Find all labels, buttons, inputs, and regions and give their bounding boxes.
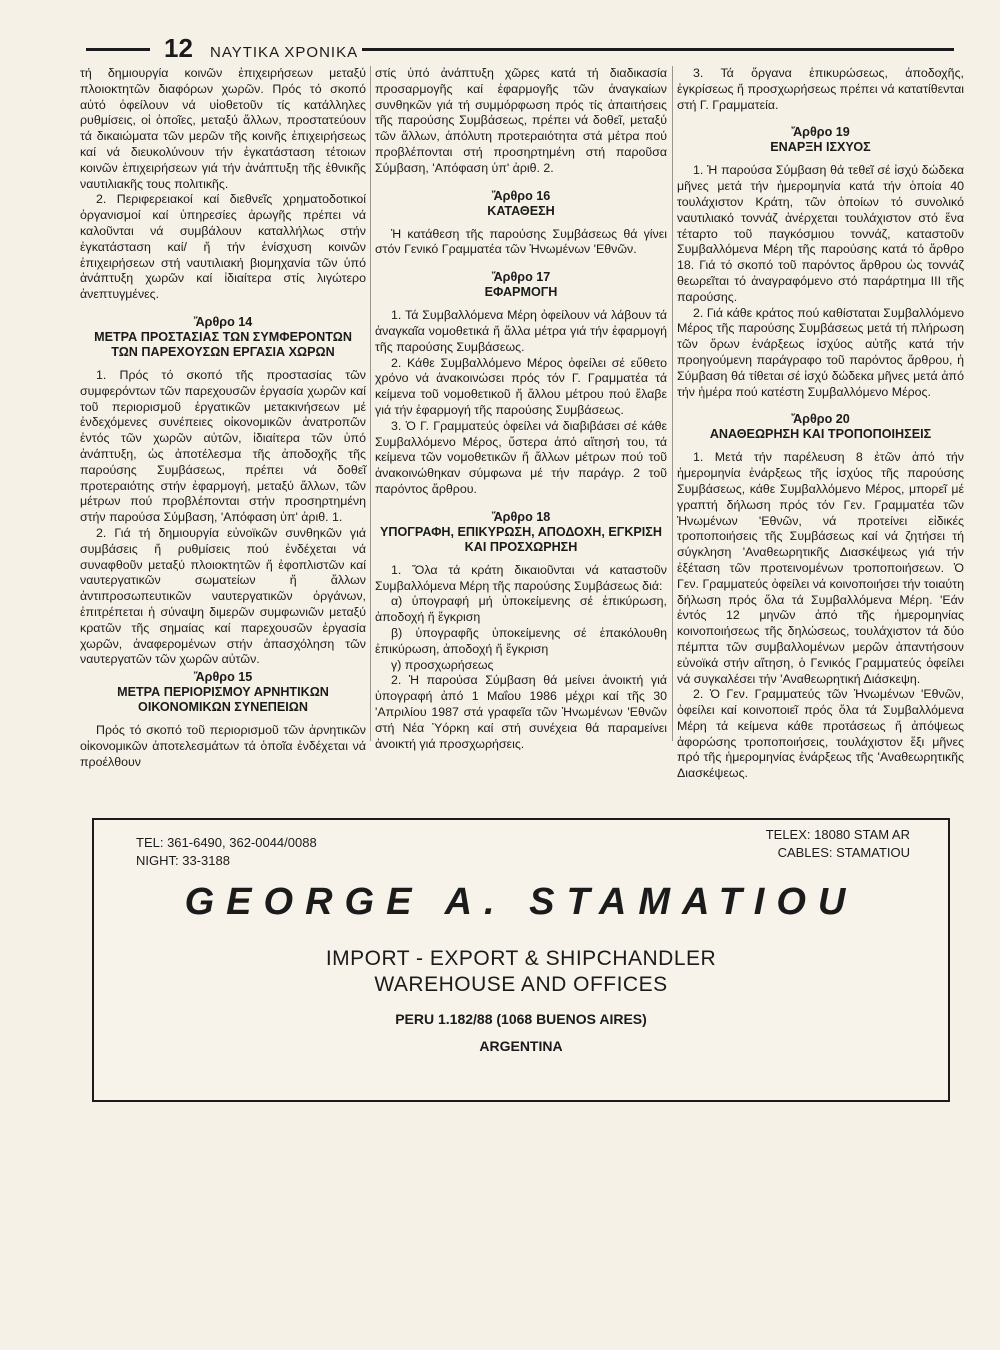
text-column-3	[677, 66, 964, 782]
paragraph: 1. Ἡ παρούσα Σύμβαση θά τεθεῖ σέ ἰσχύ δώδεκα μῆνες μετά τήν ἡμερομηνία κατά τήν ὁποία 40 τουλάχιστον Κράτη, τῶν ὁποίων τό συνολικό ναυτιλιακό τοννάζ ἀνέρχεται τουλάχιστον στό ἕνα τέταρτο τοῦ παγκόσμιου τοννάζ, καταστοῦν Συμβαλλόμενα Μέρη τῆς παρούσης κατά τό ἄρθρο 18. Γιά τό σκοπό τοῦ παρόντος ἄρθρου ὡς τοννάζ θεωρεῖται τό ἀναγραφόμενο στό παράρτημα III τῆς παρούσης.	[677, 163, 964, 304]
ad-contact-phones	[136, 834, 317, 870]
masthead-rule-right	[362, 48, 954, 51]
article-number: Ἄρθρο 15	[193, 670, 253, 685]
article-title: ΚΑΤΑΘΕΣΗ	[487, 203, 555, 218]
article-number: Ἄρθρο 17	[491, 270, 551, 285]
article-title: ΜΕΤΡΑ ΠΡΟΣΤΑΣΙΑΣ ΤΩΝ ΣΥΜΦΕΡΟΝΤΩΝ ΤΩΝ ΠΑΡΕΧΟΥΣΩΝ ΕΡΓΑΣΙΑ ΧΩΡΩΝ	[94, 329, 352, 359]
ad-company-name: GEORGE A. STAMATIOU	[184, 881, 858, 923]
masthead-rule-left	[86, 48, 150, 51]
paragraph: 1. Τά Συμβαλλόμενα Μέρη ὀφείλουν νά λάβουν τά ἀναγκαῖα νομοθετικά ἤ ἄλλα μέτρα γιά τήν ἐφαρμογή τῆς παρούσης Συμβάσεως.	[375, 308, 667, 354]
ad-cables: CABLES: STAMATIOU	[777, 845, 910, 860]
paragraph: Πρός τό σκοπό τοῦ περιορισμοῦ τῶν ἀρνητικῶν οἰκονομικῶν ἀποτελεσμάτων τά ὁποῖα ἐνδέχεται νά προέλθουν	[80, 723, 366, 769]
journal-title: ΝΑΥΤΙΚΑ ΧΡΟΝΙΚΑ	[210, 44, 359, 61]
text-column-1	[80, 66, 366, 770]
advertisement-box	[92, 818, 950, 1102]
article-18	[375, 510, 667, 753]
paragraph: 2. Ἡ παρούσα Σύμβαση θά μείνει ἀνοικτή γιά ὑπογραφή ἀπό 1 Μαΐου 1986 μέχρι καί τῆς 30 'Απριλίου 1987 στά γραφεῖα τῶν Ἡνωμένων 'Εθνῶν στή Νέα Ὑόρκη καί στή συνέχεια θά παραμείνει ἀνοικτή γιά προσχωρήσεις.	[375, 673, 667, 751]
paragraph: τή δημιουργία κοινῶν ἐπιχειρήσεων μεταξύ πλοιοκτητῶν διαφόρων χωρῶν. Πρός τό σκοπό αὐτό ὀφείλουν νά υἱοθετοῦν τίς κατάλληλες ρυθμίσεις, οἱ ὁποῖες, μεταξύ ἄλλων, προστατεύουν τά δικαιώματα τῶν μερῶν τῆς κοινῆς ἐπιχειρήσεως καί νά διευκολύνουν τήν ἐγκατάσταση τέτοιων κοινῶν ἐπιχειρήσεων γιά τήν ἀνάπτυξη τῆς ἐθνικῆς ναυτιλιακῆς τους πολιτικῆς.	[80, 66, 366, 191]
article-number: Ἄρθρο 16	[491, 188, 551, 203]
article-20	[677, 412, 964, 782]
paragraph: Ἡ κατάθεση τῆς παρούσης Συμβάσεως θά γίνει στόν Γενικό Γραμματέα τῶν Ἡνωμένων 'Εθνῶν.	[375, 226, 667, 257]
article-16	[375, 189, 667, 259]
text-column-2	[375, 66, 667, 752]
article-title: ΥΠΟΓΡΑΦΗ, ΕΠΙΚΥΡΩΣΗ, ΑΠΟΔΟΧΗ, ΕΓΚΡΙΣΗ ΚΑΙ ΠΡΟΣΧΩΡΗΣΗ	[380, 524, 662, 554]
article-title: ΕΝΑΡΞΗ ΙΣΧΥΟΣ	[770, 140, 871, 155]
column-divider	[370, 66, 371, 741]
paragraph: 1. Ὅλα τά κράτη δικαιοῦνται νά καταστοῦν Συμβαλλόμενα Μέρη τῆς παρούσης Συμβάσεως διά:	[375, 562, 667, 593]
page-number: 12	[164, 33, 193, 63]
article-title: ΜΕΤΡΑ ΠΕΡΙΟΡΙΣΜΟΥ ΑΡΝΗΤΙΚΩΝ ΟΙΚΟΝΟΜΙΚΩΝ ΣΥΝΕΠΕΙΩΝ	[117, 685, 329, 715]
ad-tel: TEL: 361-6490, 362-0044/0088	[136, 835, 317, 850]
ad-address: PERU 1.182/88 (1068 BUENOS AIRES)	[395, 1011, 647, 1027]
paragraph: 2. Κάθε Συμβαλλόμενο Μέρος ὀφείλει σέ εὔθετο χρόνο νά ἀνακοινώσει πρός τόν Γ. Γραμματέα τά κείμενα τοῦ νομοθετικοῦ ἤ ἄλλου μέτρου πού ἔλαβε γιά τήν ἐφαρμογή τῆς παρούσης Συμβάσεως.	[375, 355, 667, 417]
article-17	[375, 270, 667, 498]
paragraph: στίς ὑπό ἀνάπτυξη χῶρες κατά τή διαδικασία προσαρμογῆς καί ἐφαρμογῆς τῶν ἀναγκαίων συνθηκῶν γιά τή συμμόρφωση πρός τίς ἀπαιτήσεις τῆς παρούσης Συμβάσεως, πρέπει νά δοθεῖ, μεταξύ τῶν ἄλλων, ἀπόλυτη προτεραιότητα στά μέτρα πού προβλέπονται στή προσηρτημένη στή παροῦσα Σύμβαση, 'Απόφαση ὑπ' ἀριθ. 2.	[375, 66, 667, 175]
paragraph: 2. Γιά τή δημιουργία εὐνοϊκῶν συνθηκῶν γιά συμβάσεις ἤ ρυθμίσεις πού ἐνδέχεται νά συναφθοῦν μεταξύ πλοιοκτητῶν ἤ ἐφοπλιστῶν καί ναυτεργατικῶν σωματείων ἤ ἄλλων ἀντιπροσωπευτικῶν ναυτεργατικῶν ὀργάνων, ἐπιτρέπεται ἡ σύναψη διμερῶν συμφωνιῶν μεταξύ κρατῶν τῆς σημαίας καί παρεχουσῶν ἐργασία χωρῶν, ἀναφερομένων στήν ἀπασχόληση τῶν ναυτεργατῶν τῶν χωρῶν αὐτῶν.	[80, 525, 366, 667]
paragraph: 3. Τά ὄργανα ἐπικυρώσεως, ἀποδοχῆς, ἐγκρίσεως ἤ προσχωρήσεως πρέπει νά κατατίθενται στή Γ. Γραμματεία.	[677, 66, 964, 112]
list-item: α) ὑπογραφή μή ὑποκείμενης σέ ἐπικύρωση, ἀποδοχή ἤ ἔγκριση	[375, 594, 667, 625]
ad-night: NIGHT: 33-3188	[136, 853, 230, 868]
ad-contact-telex	[766, 826, 910, 862]
paragraph: 2. Ὁ Γεν. Γραμματεύς τῶν Ἡνωμένων 'Εθνῶν, ὀφείλει καί κοινοποιεῖ πρός ὅλα τά Συμβαλλόμενα Μέρη τά κείμενα κάθε προτάσεως ἤ ἀπόψεως ἀφορώσης τροποποιήσεις, τουλάχιστον ἕξι μῆνες πρό τῆς ἡμερομηνίας ἐνάρξεως τῆς 'Αναθεωρητικῆς Διασκέψεως.	[677, 687, 964, 781]
article-15	[80, 670, 366, 770]
paragraph: 1. Μετά τήν παρέλευση 8 ἐτῶν ἀπό τήν ἡμερομηνία ἐνάρξεως τῆς ἰσχύος τῆς παρούσης Συμβάσεως, κάθε Συμβαλλόμενο Μέρος, μπορεῖ μέ γραπτή δήλωση πρός τόν Γεν. Γραμματέα τῶν Ἡνωμένων 'Εθνῶν, νά προτείνει εἰδικές τροποποιήσεις τῆς Συμβάσεως καί νά ζητήσει τή σύγκληση 'Αναθεωρητικῆς Διασκέψεως γιά τήν ἐξέταση τῶν προτεινομένων τροποποιήσεων. Ὁ Γεν. Γραμματεύς ὀφείλει νά κοινοποιήσει τήν τοιαύτη δήλωση πρός ὅλα τά Συμβαλλόμενα Μέρη. 'Εάν ἐντός 12 μηνῶν ἀπό τῆς ἡμερομηνίας κοινοποιήσεως τῆς δηλώσεως, τουλάχιστον τά δύο πέμπτα τῶν συμβαλλομένων μερῶν ἀπαντήσουν εὐνοϊκά στήν αἴτηση, ὁ Γενικός Γραμματεύς ὀφείλει νά συγκαλέσει τήν 'Αναθεωρητική Διάσκεψη.	[677, 450, 964, 686]
paragraph: 1. Πρός τό σκοπό τῆς προστασίας τῶν συμφερόντων τῶν παρεχουσῶν ἐργασία χωρῶν καί τοῦ περιορισμοῦ ἐργατικῶν μετακινήσεων μέ ἐνδεχόμενες συνέπειες οἰκονομικῶν ἀνατροπῶν ἐντός τῶν χωρῶν αὐτῶν, ἰδιαίτερα τῶν ὑπό ἀνάπτυξη, ὡς ἀποτέλεσμα τῆς ἀποδοχῆς τῆς παρούσης Συμβάσεως, πρέπει νά δοθεῖ προτεραιότης στήν ἐφαρμογή, μεταξύ ἄλλων, τῶν μέτρων πού προβλέπονται στήν προσηρτημένη στήν παρούσα Σύμβαση, 'Απόφαση ὑπ' ἀριθ. 1.	[80, 367, 366, 525]
ad-business-line: WAREHOUSE AND OFFICES	[374, 973, 668, 996]
paragraph: 2. Περιφερειακοί καί διεθνεῖς χρηματοδοτικοί ὀργανισμοί καί ὑπηρεσίες ἀρωγῆς πρέπει νά καλοῦνται νά συμβάλουν καταλλήλως στήν ἐγκατάσταση καί/ ἤ τήν ἐνίσχυση κοινῶν ἐπιχειρήσεων στή ναυτιλιακή βιομηχανία τῶν ὑπό ἀνάπτυξη χωρῶν καί ἰδιαίτερα στίς λιγώτερο ἀνεπτυγμένες.	[80, 192, 366, 302]
article-number: Ἄρθρο 18	[491, 509, 551, 524]
column-divider	[672, 66, 673, 741]
list-item: γ) προσχωρήσεως	[391, 657, 494, 672]
article-19	[677, 125, 964, 400]
article-14	[80, 315, 366, 668]
ad-telex: TELEX: 18080 STAM AR	[765, 827, 910, 842]
masthead	[86, 34, 954, 64]
article-title: ΑΝΑΘΕΩΡΗΣΗ ΚΑΙ ΤΡΟΠΟΠΟΙΗΣΕΙΣ	[709, 427, 932, 442]
paragraph: 2. Γιά κάθε κράτος πού καθίσταται Συμβαλλόμενο Μέρος τῆς παρούσης Συμβάσεως μετά τή πλήρωση τῶν ὅρων ἐνάρξεως ἰσχύος αὐτῆς κατά τήν προηγούμενη παράγραφο τοῦ παρόντος ἄρθρου, ἡ Σύμβαση θά τίθεται σέ ἰσχύ δώδεκα μῆνες μετά ἀπό τήν ἡμέρα πού κατέστη Συμβαλλόμενο Μέρος.	[677, 305, 964, 399]
ad-country: ARGENTINA	[479, 1038, 563, 1054]
ad-business-line: IMPORT - EXPORT & SHIPCHANDLER	[325, 947, 717, 970]
article-number: Ἄρθρο 14	[193, 314, 253, 329]
list-item: β) ὑπογραφῆς ὑποκείμενης σέ ἐπακόλουθη ἐπικύρωση, ἀποδοχή ἤ ἔγκριση	[375, 625, 667, 656]
article-title: ΕΦΑΡΜΟΓΗ	[484, 285, 558, 300]
article-number: Ἄρθρο 20	[791, 412, 850, 427]
paragraph: 3. Ὁ Γ. Γραμματεύς ὀφείλει νά διαβιβάσει σέ κάθε Συμβαλλόμενο Μέρος, ὕστερα ἀπό αἴτησή του, τά κείμενα τῶν νομοθετικῶν ἤ ἄλλων μέτρων πού τοῦ ἀνακοινώθηκαν σύμφωνα μέ τήν παράγρ. 2 τοῦ παρόντος ἄρθρου.	[375, 418, 667, 496]
article-number: Ἄρθρο 19	[791, 125, 850, 140]
